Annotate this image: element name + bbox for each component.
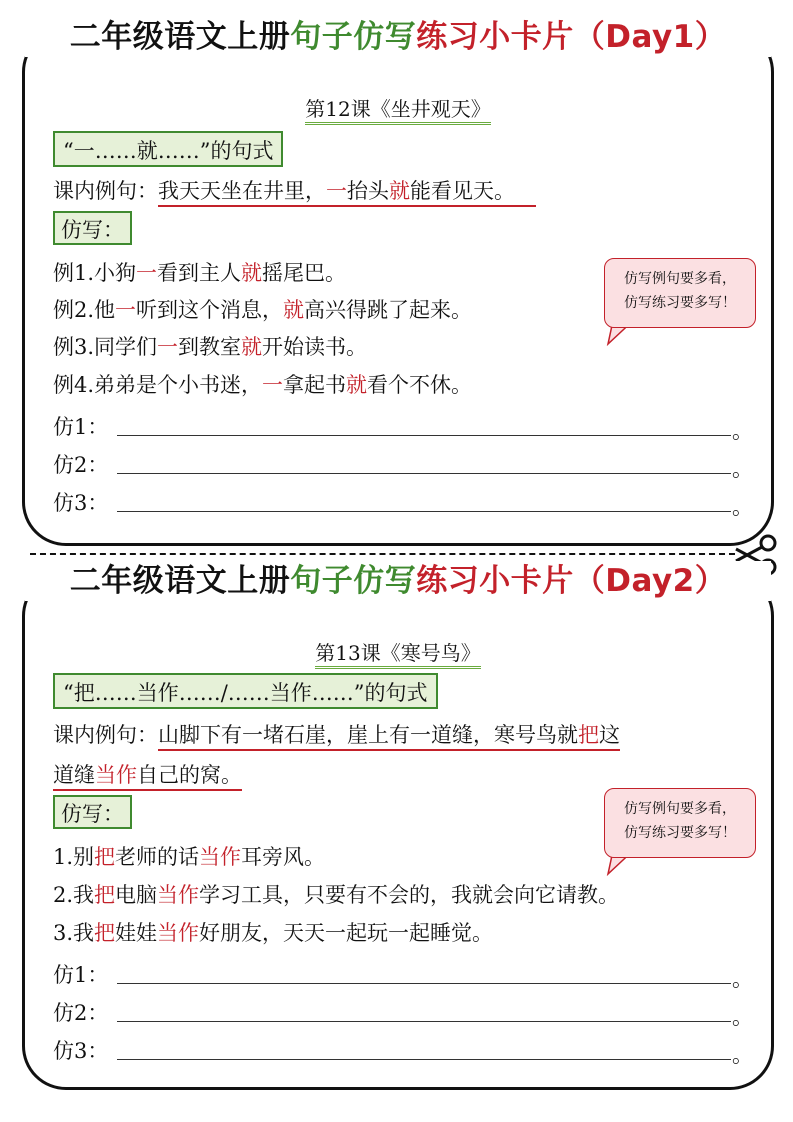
sentence-pattern: “把……当作……/……当作……”的句式: [53, 673, 438, 709]
answer-line-3[interactable]: 仿3： 。: [53, 1039, 753, 1067]
answer-line-1[interactable]: 仿1： 。: [53, 415, 753, 443]
answer-line-2[interactable]: 仿2： 。: [53, 453, 753, 481]
example-sentence: 课内例句：我天天坐在井里，一抬头就能看见天。: [53, 175, 536, 205]
example-sentence: 课内例句：山脚下有一堵石崖，崖上有一道缝，寒号鸟就把这: [53, 719, 620, 749]
list-item: 2.我把电脑当作学习工具，只要有不会的，我就会向它请教。: [53, 883, 620, 907]
tip-speech-bubble: 仿写例句要多看， 仿写练习要多写！: [604, 258, 756, 328]
cut-line: [30, 553, 735, 555]
tip-speech-bubble: 仿写例句要多看， 仿写练习要多写！: [604, 788, 756, 858]
practice-label: 仿写：: [53, 211, 132, 245]
answer-line-1[interactable]: 仿1： 。: [53, 963, 753, 991]
list-item: 例4.弟弟是个小书迷，一拿起书就看个不休。: [53, 373, 473, 397]
list-item: 例2.他一听到这个消息，就高兴得跳了起来。: [53, 298, 473, 322]
list-item: 1.别把老师的话当作耳旁风。: [53, 845, 326, 869]
answer-line-2[interactable]: 仿2： 。: [53, 1001, 753, 1029]
card-title: 二年级语文上册句子仿写练习小卡片（Day1）: [25, 17, 771, 57]
example-sentence-cont: 道缝当作自己的窝。: [53, 759, 242, 789]
example-underline: 我天天坐在井里，一抬头就能看见天。: [158, 179, 536, 207]
list-item: 例3.同学们一到教室就开始读书。: [53, 335, 368, 359]
sentence-pattern: “一……就……”的句式: [53, 131, 283, 167]
lesson-heading: 第12课《坐井观天》: [25, 93, 771, 122]
lesson-heading: 第13课《寒号鸟》: [25, 637, 771, 666]
list-item: 3.我把娃娃当作好朋友，天天一起玩一起睡觉。: [53, 921, 494, 945]
answer-line-3[interactable]: 仿3： 。: [53, 491, 753, 519]
practice-label: 仿写：: [53, 795, 132, 829]
card-title: 二年级语文上册句子仿写练习小卡片（Day2）: [25, 561, 771, 601]
list-item: 例1.小狗一看到主人就摇尾巴。: [53, 261, 347, 285]
